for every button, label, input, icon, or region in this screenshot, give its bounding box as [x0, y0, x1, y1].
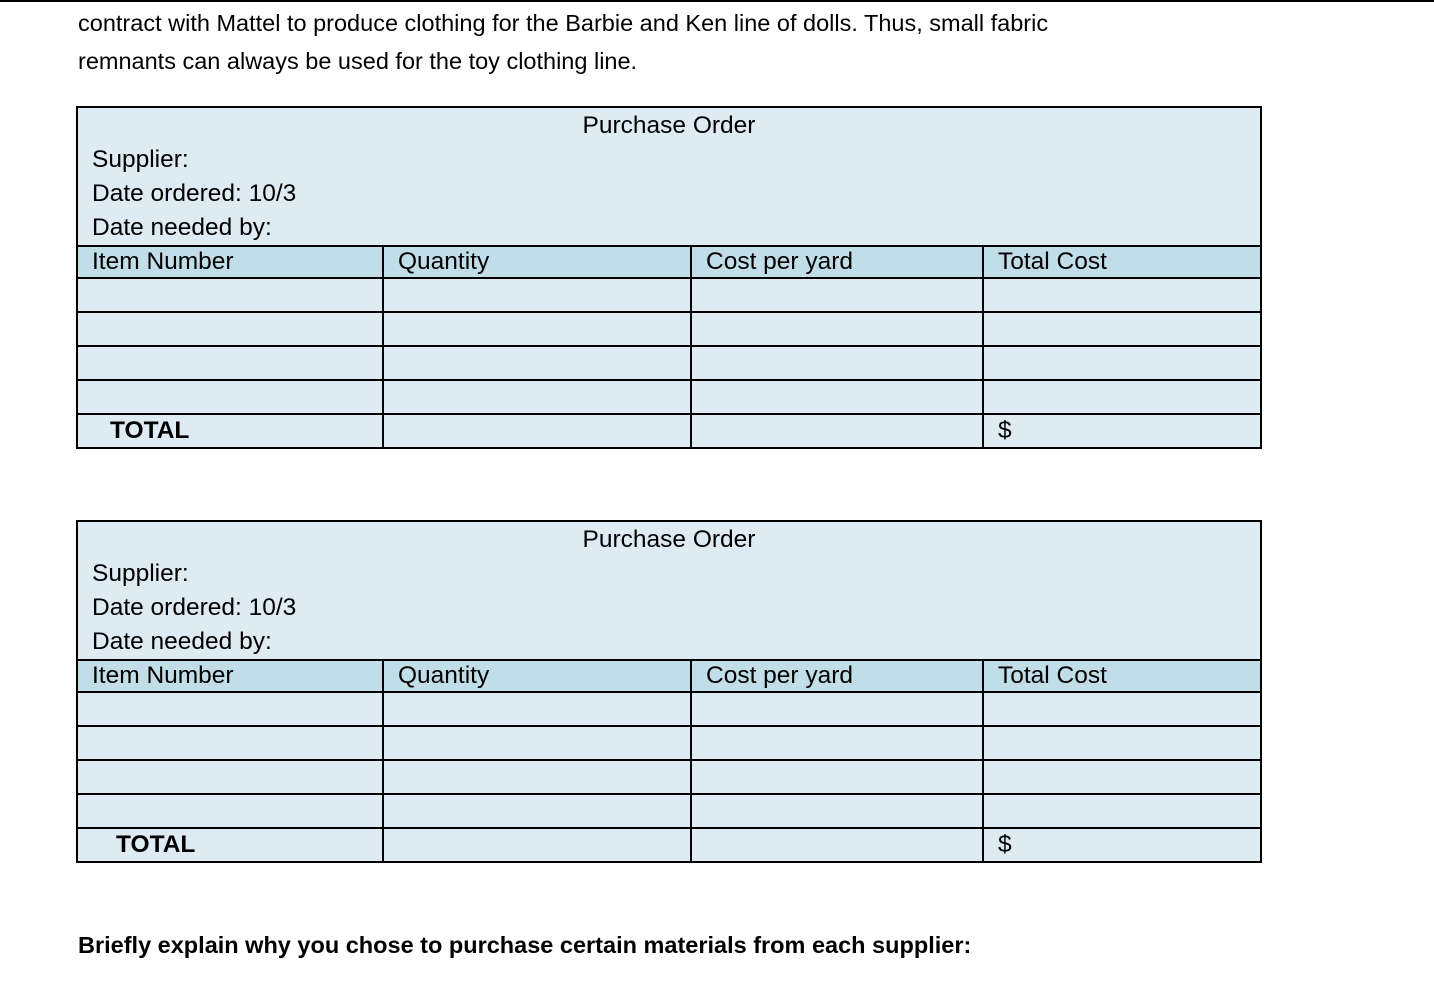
- column-header: Quantity: [383, 246, 691, 278]
- table-cell[interactable]: [691, 760, 983, 794]
- table-cell[interactable]: [691, 726, 983, 760]
- table-cell[interactable]: [691, 312, 983, 346]
- table-cell[interactable]: [383, 346, 691, 380]
- top-rule: [0, 0, 1434, 2]
- date-needed: Date needed by:: [92, 628, 272, 655]
- table-cell[interactable]: [383, 380, 691, 414]
- table-cell[interactable]: [77, 380, 383, 414]
- date-ordered: Date ordered: 10/3: [92, 594, 297, 621]
- total-value[interactable]: $: [983, 414, 1261, 448]
- intro-line: contract with Mattel to produce clothing for the Barbie and Ken line of dolls. Thus, small fabric: [78, 10, 1049, 36]
- table-cell[interactable]: [383, 726, 691, 760]
- table-cell[interactable]: [983, 692, 1261, 726]
- table-cell[interactable]: [383, 278, 691, 312]
- supplier-label: Supplier:: [92, 146, 189, 173]
- table-cell[interactable]: [691, 380, 983, 414]
- table-cell[interactable]: [983, 380, 1261, 414]
- table-cell[interactable]: [383, 794, 691, 828]
- table-cell[interactable]: [983, 726, 1261, 760]
- table-cell[interactable]: [691, 346, 983, 380]
- table-cell[interactable]: [383, 828, 691, 862]
- table-cell[interactable]: [383, 760, 691, 794]
- table-cell[interactable]: [77, 346, 383, 380]
- po-title: Purchase Order: [582, 112, 756, 139]
- total-row: [77, 828, 1261, 862]
- total-label: TOTAL: [77, 414, 383, 448]
- order-info-cell: [77, 107, 1261, 246]
- table-cell[interactable]: [983, 794, 1261, 828]
- total-row: [77, 414, 1261, 448]
- intro-line: remnants can always be used for the toy clothing line.: [78, 48, 638, 74]
- table-cell[interactable]: [77, 312, 383, 346]
- table-row: [77, 346, 1261, 380]
- purchase-order-table: [76, 106, 1262, 449]
- date-ordered: Date ordered: 10/3: [92, 180, 297, 207]
- column-header: Cost per yard: [691, 660, 983, 692]
- table-cell[interactable]: [983, 278, 1261, 312]
- column-header: Total Cost: [983, 660, 1261, 692]
- order-info-cell: [77, 521, 1261, 660]
- header-row: [77, 660, 1261, 692]
- table-row: [77, 726, 1261, 760]
- table-row: [77, 380, 1261, 414]
- table-cell[interactable]: [77, 794, 383, 828]
- table-cell[interactable]: [691, 692, 983, 726]
- total-value[interactable]: $: [983, 828, 1261, 862]
- table-cell[interactable]: [691, 794, 983, 828]
- table-cell[interactable]: [983, 346, 1261, 380]
- column-header: Item Number: [77, 246, 383, 278]
- table-cell[interactable]: [77, 278, 383, 312]
- table-cell[interactable]: [383, 692, 691, 726]
- table-cell[interactable]: [383, 414, 691, 448]
- column-header: Item Number: [77, 660, 383, 692]
- table-cell[interactable]: [691, 828, 983, 862]
- po-title: Purchase Order: [582, 526, 756, 553]
- table-cell[interactable]: [983, 312, 1261, 346]
- table-cell[interactable]: [77, 760, 383, 794]
- table-cell[interactable]: [983, 760, 1261, 794]
- table-row: [77, 760, 1261, 794]
- total-label: TOTAL: [77, 828, 383, 862]
- column-header: Total Cost: [983, 246, 1261, 278]
- table-cell[interactable]: [77, 692, 383, 726]
- table-cell[interactable]: [691, 414, 983, 448]
- table-cell[interactable]: [383, 312, 691, 346]
- date-needed: Date needed by:: [92, 214, 272, 241]
- table-row: [77, 278, 1261, 312]
- header-row: [77, 246, 1261, 278]
- table-cell[interactable]: [77, 726, 383, 760]
- table-row: [77, 794, 1261, 828]
- column-header: Quantity: [383, 660, 691, 692]
- column-header: Cost per yard: [691, 246, 983, 278]
- table-cell[interactable]: [691, 278, 983, 312]
- supplier-label: Supplier:: [92, 560, 189, 587]
- table-row: [77, 312, 1261, 346]
- intro-paragraph: [78, 4, 1278, 80]
- explanation-prompt: Briefly explain why you chose to purchase certain materials from each supplier:: [78, 932, 972, 958]
- table-row: [77, 692, 1261, 726]
- purchase-order-table: [76, 520, 1262, 863]
